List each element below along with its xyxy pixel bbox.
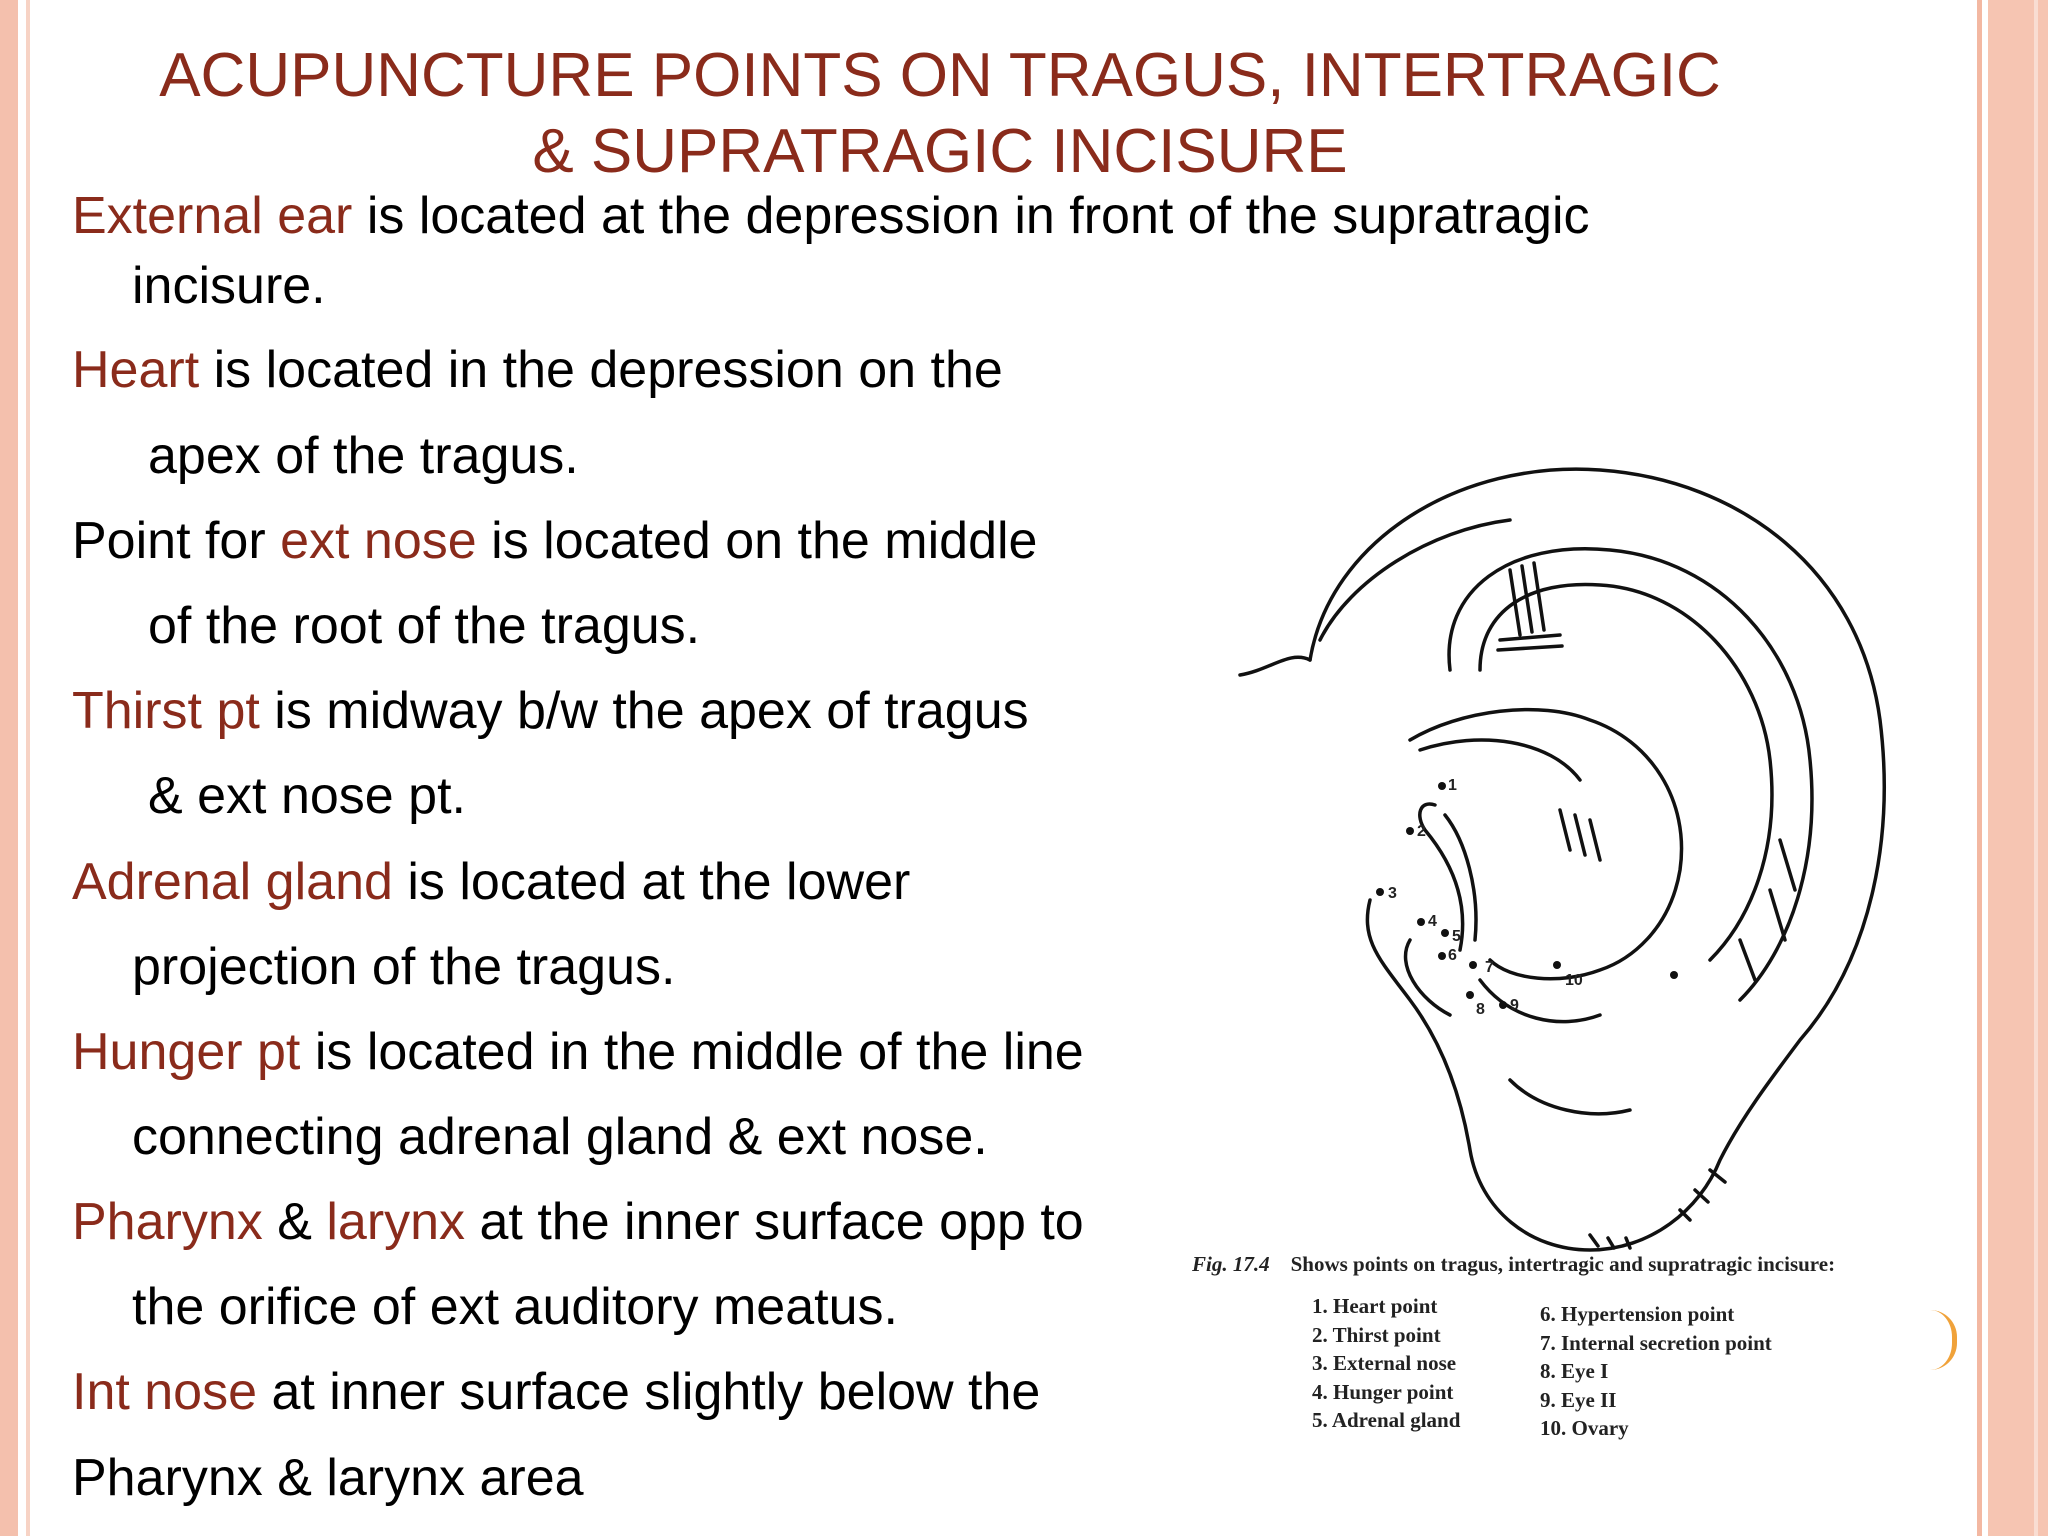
para-ext-nose	[72, 511, 1037, 571]
legend-item: 3. External nose	[1312, 1351, 1457, 1375]
right-border-inner-line	[2034, 0, 2038, 1536]
legend-item: 10. Ovary	[1540, 1416, 1629, 1440]
para-thirst	[72, 681, 1029, 741]
term-heart: Heart	[72, 341, 200, 399]
legend-item: 2. Thirst point	[1312, 1322, 1441, 1347]
para-int-nose-text: at inner surface slightly below the	[257, 1363, 1041, 1421]
point-label-1: 1	[1448, 777, 1457, 794]
term-external-ear: External ear	[72, 187, 353, 245]
term-ext-nose: ext nose	[280, 512, 477, 570]
para-thirst-cont: & ext nose pt.	[148, 767, 466, 825]
para-adrenal-cont: projection of the tragus.	[132, 938, 676, 996]
figure-label: Fig. 17.4	[1192, 1252, 1270, 1276]
para-ext-nose-cont: of the root of the tragus.	[148, 597, 701, 655]
point-label-2: 2	[1417, 823, 1426, 840]
para-int-nose-cont: Pharynx & larynx area	[72, 1449, 584, 1507]
legend-item: 5. Adrenal gland	[1312, 1408, 1461, 1432]
legend-item: 8. Eye I	[1540, 1359, 1609, 1383]
para-hunger-text: is located in the middle of the line	[300, 1023, 1084, 1081]
term-thirst: Thirst pt	[72, 682, 260, 740]
term-larynx: larynx	[326, 1193, 466, 1251]
point-label-7: 7	[1485, 959, 1494, 976]
para-pharynx-text: at the inner surface opp to	[465, 1193, 1084, 1251]
para-external-ear-text: is located at the depression in front of the supratragic	[352, 187, 1590, 245]
para-pharynx-cont: the orifice of ext auditory meatus.	[132, 1278, 898, 1336]
para-heart	[72, 340, 1003, 400]
legend-item: 4. Hunger point	[1312, 1379, 1454, 1404]
term-adrenal: Adrenal gland	[72, 853, 393, 911]
para-ext-nose-text: is located on the middle	[476, 512, 1038, 570]
ear-illustration	[1180, 420, 1960, 1260]
point-label-4: 4	[1428, 913, 1437, 930]
para-int-nose	[72, 1362, 1040, 1422]
point-label-9: 9	[1510, 997, 1519, 1014]
para-external-ear	[72, 186, 1590, 246]
right-border-line	[1977, 0, 1982, 1536]
left-border-line	[26, 0, 30, 1536]
slide-title	[120, 38, 1760, 190]
para-ext-nose-pre: Point for	[72, 512, 281, 570]
para-pharynx	[72, 1192, 1084, 1252]
point-label-8: 8	[1476, 1001, 1485, 1018]
term-int-nose: Int nose	[72, 1363, 258, 1421]
legend-item: 7. Internal secretion point	[1540, 1330, 1772, 1355]
point-label-5: 5	[1452, 928, 1461, 945]
term-pharynx: Pharynx	[72, 1193, 263, 1251]
right-border-stripe	[1988, 0, 2048, 1536]
para-heart-cont: apex of the tragus.	[148, 427, 579, 485]
legend-left	[1312, 1292, 1460, 1435]
term-hunger: Hunger pt	[72, 1023, 301, 1081]
para-external-ear-cont: incisure.	[132, 257, 326, 315]
point-label-10: 10	[1565, 972, 1583, 989]
point-label-3: 3	[1388, 885, 1397, 902]
point-label-6: 6	[1448, 947, 1457, 964]
legend-item: 6. Hypertension point	[1540, 1302, 1735, 1326]
para-adrenal	[72, 852, 910, 912]
legend-right	[1540, 1300, 1772, 1443]
legend-item: 9. Eye II	[1540, 1387, 1617, 1412]
figure-caption-text: Shows points on tragus, intertragic and supratragic incisure:	[1290, 1252, 1836, 1276]
left-border-stripe	[0, 0, 18, 1536]
para-thirst-text: is midway b/w the apex of tragus	[259, 682, 1029, 740]
title-line-2: & SUPRATRAGIC INCISURE	[532, 117, 1348, 186]
para-hunger	[72, 1022, 1084, 1082]
figure-caption	[1192, 1250, 1835, 1278]
legend-item: 1. Heart point	[1312, 1294, 1438, 1318]
para-adrenal-text: is located at the lower	[392, 853, 911, 911]
para-hunger-cont: connecting adrenal gland & ext nose.	[132, 1108, 988, 1166]
para-heart-text: is located in the depression on the	[199, 341, 1003, 399]
para-pharynx-and: &	[262, 1193, 327, 1251]
title-line-1: ACUPUNCTURE POINTS ON TRAGUS, INTERTRAGIC	[159, 41, 1721, 110]
